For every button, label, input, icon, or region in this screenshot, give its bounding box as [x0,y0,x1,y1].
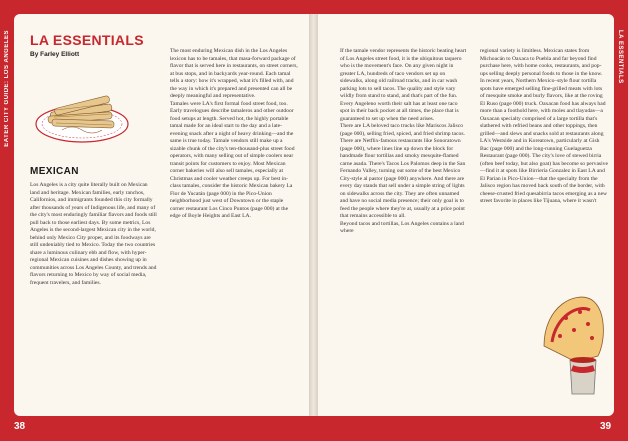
right-page [318,14,614,416]
right-page-column-1: If the tamale vendor represents the historic beating heart of Los Angeles street food, it is the ubiquitous taquero who is the movement's face. On any given night in greater LA, hundreds of taco vendors set up on sidewalks, along old railroad tracks, and in car wash parking lots to sell tacos. The quality and style vary wildly from stand to stand, and that's part of the fun. Every Angeleno worth their salt has at least one taco spot in their back pocket at all times, the place that is guaranteed to set up when the need arises. There are LA beloved taco trucks like Mariscos Jalisco (page 000), selling fried, spiced, and fried shrimp tacos. There are Netflix-famous restaurants like Sonoratown (page 000), where lines line up down the block for handmade flour tortillas and smoky mesquite-flamed carne asada. There's Tacos Los Palomos deep in the San Fernando Valley, turning out some of the best Mexico City-style al pastor (page 000) anywhere. And there are every day stands that sell under a simple string of lights on sidewalks across the city. They are often unnamed and have no social media presence; their only goal is to feed the people where they're at, usually at a price point that remains accessible to all. Beyond tacos and tortillas, Los Angeles contains a land where [340,48,467,234]
side-tab-left: EATER CITY GUIDE: LOS ANGELES [4,30,10,147]
taco-illustration [536,276,610,398]
left-page-column-1: Los Angeles is a city quite literally built on Mexican land and heritage. Mexican families, early ranchos, Californios, and immigrants founded this city formally after thousands of years of Indigenous life, and many of the city's most enduringly familiar flavors and foods still pull back to those earliest days. By some metrics, Los Angeles is the second-largest Mexican city in the world, behind only Mexico City proper, and its foodways are still undeniably tied to Mexico. Today the two countries share a luminous culinary ebb and flow, with hyper-regional Mexican cuisines and dishes showing up in communities across Los Angeles County, and trends and flavors returning to Mexico by way of social media, frequent travelers, and families. [30,182,157,286]
left-page-column-2: The most enduring Mexican dish in the Los Angeles lexicon has to be tamales, that masa-forward package of flavor that is served here in restaurants, on street corners, at bus stops, and in backyards year-round. Each tamal tells a story: how it's wrapped, what it's filled with, and the way in which it's prepared and presented can all be deeply meaningful and representative. Tamales were LA's first formal food street food, too. Early travelogues describe tamaleros and other outdoor food setups at length. Served hot, the highly portable tamal made for an ideal start to the day and a late-evening snack after a night of heavy drinking—and the same is true today. Tamale vendors still make up a sizable chunk of the city's ten-thousand-plus street food operators, with many selling out of simple coolers near transit points for customers to enjoy. Most Mexican corner bakeries will also sell tamales, especially at Christmas and cooler weather creeps up. For best in-class tamales, consider the historic Mexican bakery La Flor de Yucatán (page 000) in the Pico-Union neighborhood just west of Downtown or the staple corner restaurant Los Cinco Puntos (page 000) at the edge of Boyle Heights and East LA. [170,48,298,219]
book-spine [309,14,318,416]
page-title: LA ESSENTIALS [30,32,144,48]
side-tab-right: LA ESSENTIALS [617,30,623,84]
byline: By Farley Elliott [30,51,80,58]
right-page-column-2: regional variety is limitless. Mexican states from Michoacán to Oaxaca to Puebla and far beyond find purchase here, with home cooks, restaurants, and pop-ups selling deeply personal foods to those in the know. In recent years, Northern Mexico–style flour tortilla spots have emerged selling fine-grilled meats with lots of mesquite smoke and burly flavors, like at the roving El Ruso (page 000) truck. Oaxacan food has always had more than a foothold here, with moles and tlayudas—a Oaxacan specialty comprised of a large tortilla that's slathered with refried beans and other toppings, then grilled—and slews and snacks sold at restaurants along LA's Westside and in Koreatown, particularly at Gish Bac (page 000) and the long-running Guelaguetza Restaurant (page 000). The city's love of stewed birria (often beef today, but also goat) has become so pervasive—find it at spots like Birriería Gonzalez in East LA and El Parian in Pico-Union—that the specialty from the Jalisco region has moved back south of the border, with cheese-crusted fried quesabirria tacos emerging as a new street favorite in places like Tijuana, where it wasn't [480,48,608,204]
page-number-right: 39 [600,421,612,432]
section-heading: MEXICAN [30,166,79,177]
churros-illustration [32,72,132,152]
left-page [14,14,310,416]
page-number-left: 38 [14,421,26,432]
